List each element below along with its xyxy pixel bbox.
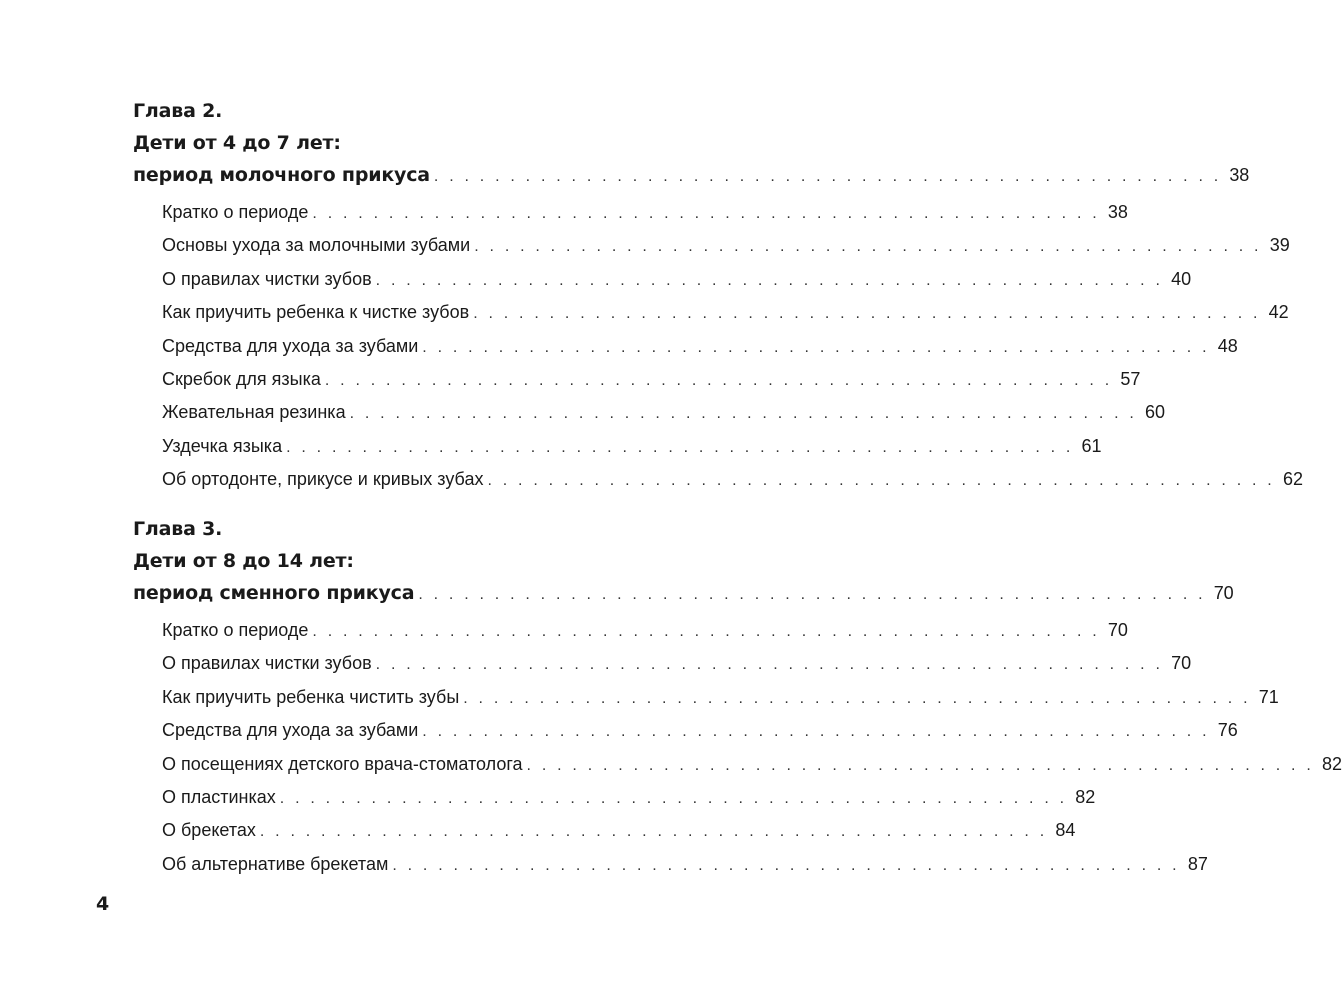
dot-leader: . . . . . . . . . . . . . . . . . . . . . . . . . . . . . . . . . . . . . . . . . . . . . . . . . . . . [422, 723, 1210, 741]
dot-leader: . . . . . . . . . . . . . . . . . . . . . . . . . . . . . . . . . . . . . . . . . . . . . . . . . . . . [474, 238, 1262, 256]
entry-page: 87 [1187, 853, 1208, 874]
toc-entry[interactable] [162, 196, 1128, 229]
entry-title: О брекетах [162, 820, 256, 841]
toc-entry[interactable] [162, 781, 1096, 814]
chapter-title: период сменного прикуса [133, 582, 415, 604]
dot-leader: . . . . . . . . . . . . . . . . . . . . . . . . . . . . . . . . . . . . . . . . . . . . . . . . . . . . [463, 689, 1251, 707]
chapter-2 [133, 95, 1303, 497]
toc-entry[interactable] [162, 263, 1192, 296]
page-number: 4 [96, 893, 110, 915]
entry-title: О пластинках [162, 786, 276, 807]
chapter-3 [133, 513, 1342, 881]
entry-title: Кратко о периоде [162, 620, 309, 640]
entry-title: Скребок для языка [162, 368, 321, 389]
toc-entry[interactable] [162, 848, 1208, 881]
entry-page: 76 [1217, 720, 1238, 741]
entry-page: 60 [1145, 402, 1166, 423]
dot-leader: . . . . . . . . . . . . . . . . . . . . . . . . . . . . . . . . . . . . . . . . . . . . . . . . . . . . [286, 438, 1074, 456]
dot-leader: . . . . . . . . . . . . . . . . . . . . . . . . . . . . . . . . . . . . . . . . . . . . . . . . . . . . [392, 856, 1180, 874]
toc-entry[interactable] [162, 229, 1290, 262]
entry-page: 61 [1081, 435, 1102, 456]
toc-entry[interactable] [162, 681, 1279, 714]
entry-page: 82 [1322, 753, 1342, 774]
dot-leader: . . . . . . . . . . . . . . . . . . . . . . . . . . . . . . . . . . . . . . . . . . . . . . . . . . . . [324, 371, 1113, 389]
entry-page: 82 [1075, 786, 1096, 807]
chapter-page: 38 [1229, 165, 1250, 185]
entry-page: 84 [1055, 820, 1076, 841]
entry-page: 38 [1107, 202, 1128, 222]
chapter-title: период молочного прикуса [133, 164, 430, 186]
entry-page: 40 [1171, 268, 1192, 289]
dot-leader: . . . . . . . . . . . . . . . . . . . . . . . . . . . . . . . . . . . . . . . . . . . . . . . . . . . . [418, 586, 1206, 603]
entry-title: Средства для ухода за зубами [162, 335, 419, 356]
chapter-label: Глава 3. [133, 518, 223, 540]
entry-title: О посещениях детского врача-стоматолога [162, 753, 523, 774]
dot-leader: . . . . . . . . . . . . . . . . . . . . . . . . . . . . . . . . . . . . . . . . . . . . . . . . . . . . [433, 168, 1222, 185]
entry-title: Как приучить ребенка чистить зубы [162, 686, 460, 707]
entry-title: Уздечка языка [162, 435, 283, 456]
toc-entries [133, 614, 1342, 881]
dot-leader: . . . . . . . . . . . . . . . . . . . . . . . . . . . . . . . . . . . . . . . . . . . . . . . . . . . . [473, 305, 1261, 323]
chapter-label: Глава 2. [133, 100, 223, 122]
entry-page: 57 [1120, 368, 1141, 389]
dot-leader: . . . . . . . . . . . . . . . . . . . . . . . . . . . . . . . . . . . . . . . . . . . . . . . . . . . . [526, 756, 1314, 774]
dot-leader: . . . . . . . . . . . . . . . . . . . . . . . . . . . . . . . . . . . . . . . . . . . . . . . . . . . . [422, 338, 1210, 356]
entry-title: О правилах чистки зубов [162, 653, 372, 674]
entry-page: 70 [1107, 620, 1128, 640]
toc-entry[interactable] [162, 814, 1076, 847]
entry-title: Кратко о периоде [162, 202, 309, 222]
toc-entry[interactable] [162, 614, 1128, 647]
toc-entry[interactable] [162, 330, 1238, 363]
dot-leader: . . . . . . . . . . . . . . . . . . . . . . . . . . . . . . . . . . . . . . . . . . . . . . . . . . . . [375, 656, 1164, 674]
dot-leader: . . . . . . . . . . . . . . . . . . . . . . . . . . . . . . . . . . . . . . . . . . . . . . . . . . . . [259, 823, 1048, 841]
entry-page: 70 [1171, 653, 1192, 674]
toc-entries [133, 196, 1303, 497]
dot-leader: . . . . . . . . . . . . . . . . . . . . . . . . . . . . . . . . . . . . . . . . . . . . . . . . . . . . [312, 623, 1100, 640]
toc-entry[interactable] [162, 463, 1303, 496]
entry-title: О правилах чистки зубов [162, 268, 372, 289]
toc-entry[interactable] [162, 714, 1238, 747]
chapter-title-row[interactable] [133, 577, 1234, 609]
chapter-page: 70 [1213, 583, 1234, 603]
entry-title: Как приучить ребенка к чистке зубов [162, 302, 470, 323]
dot-leader: . . . . . . . . . . . . . . . . . . . . . . . . . . . . . . . . . . . . . . . . . . . . . . . . . . . . [487, 472, 1275, 490]
toc-entry[interactable] [162, 363, 1141, 396]
dot-leader: . . . . . . . . . . . . . . . . . . . . . . . . . . . . . . . . . . . . . . . . . . . . . . . . . . . . [279, 789, 1068, 807]
entry-title: Об альтернативе брекетам [162, 853, 389, 874]
entry-title: Основы ухода за молочными зубами [162, 235, 471, 256]
dot-leader: . . . . . . . . . . . . . . . . . . . . . . . . . . . . . . . . . . . . . . . . . . . . . . . . . . . . [375, 271, 1164, 289]
dot-leader: . . . . . . . . . . . . . . . . . . . . . . . . . . . . . . . . . . . . . . . . . . . . . . . . . . . . [349, 405, 1138, 423]
toc-entry[interactable] [162, 296, 1289, 329]
toc-entry[interactable] [162, 748, 1342, 781]
entry-title: Об ортодонте, прикусе и кривых зубах [162, 469, 484, 490]
entry-page: 42 [1268, 302, 1289, 323]
chapter-subtitle: Дети от 4 до 7 лет: [133, 132, 341, 154]
entry-title: Жевательная резинка [162, 402, 346, 423]
toc-entry[interactable] [162, 647, 1192, 680]
toc-entry[interactable] [162, 396, 1166, 429]
entry-page: 39 [1269, 235, 1290, 256]
entry-page: 71 [1258, 686, 1279, 707]
toc-entry[interactable] [162, 430, 1102, 463]
entry-page: 48 [1217, 335, 1238, 356]
chapter-subtitle: Дети от 8 до 14 лет: [133, 550, 354, 572]
dot-leader: . . . . . . . . . . . . . . . . . . . . . . . . . . . . . . . . . . . . . . . . . . . . . . . . . . . . [312, 205, 1100, 222]
entry-page: 62 [1282, 469, 1303, 490]
chapter-title-row[interactable] [133, 159, 1250, 191]
entry-title: Средства для ухода за зубами [162, 720, 419, 741]
